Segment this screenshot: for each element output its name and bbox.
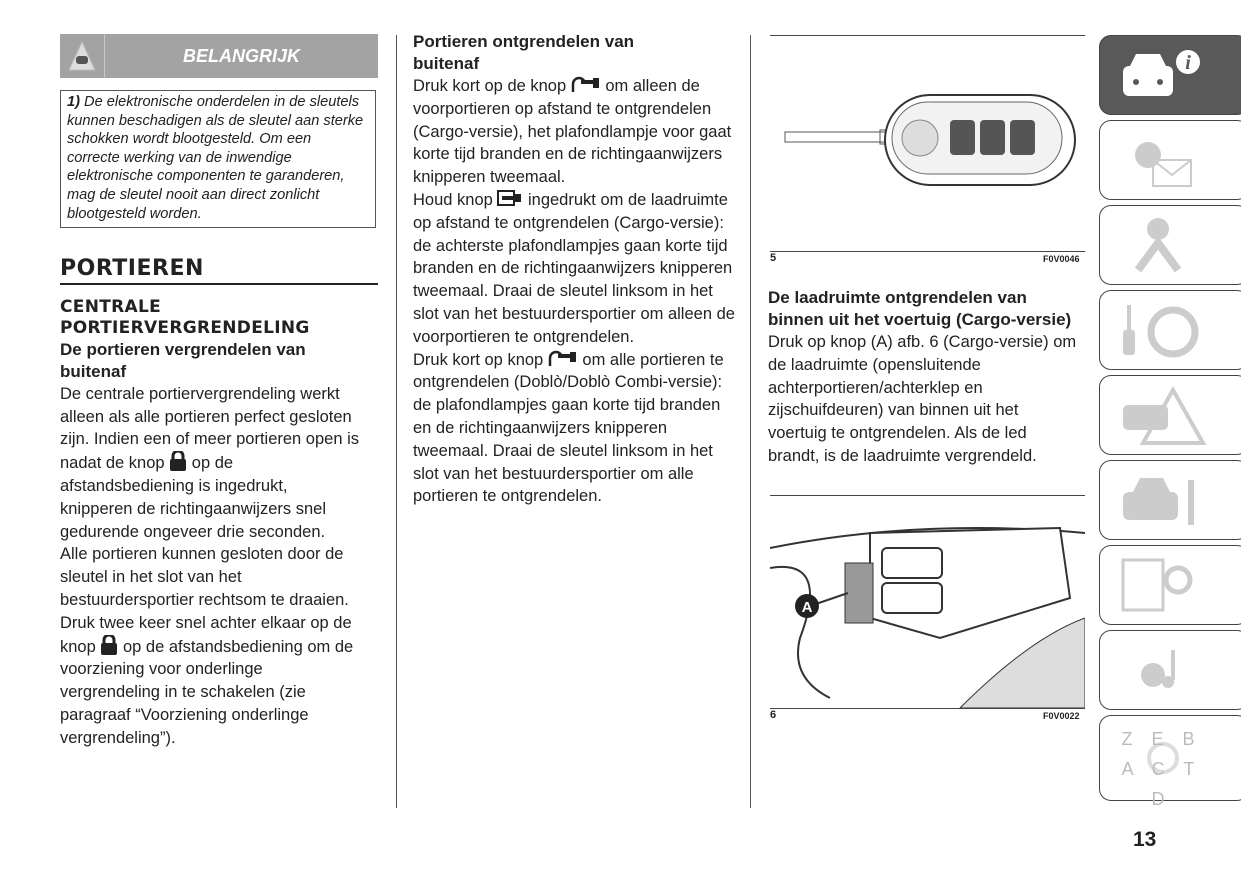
document-gear-icon: [1118, 555, 1208, 615]
tab-car-info[interactable]: [1099, 35, 1241, 115]
heading-lock-outside: De portieren vergrendelen van buitenaf: [60, 339, 306, 381]
figure-rule: [770, 495, 1085, 496]
light-message-icon: [1118, 130, 1208, 190]
figure-number: 5: [770, 252, 777, 264]
paragraph: De centrale portiervergrendeling werkt alleen als alle portieren perfect gesloten zijn. Indien een of meer portieren open is nadat de knop op de afstandsbediening is ingedrukt, knipperen de richtingaanwijzers snel gedurende ongeveer drie seconden.: [60, 384, 360, 541]
column-divider: [396, 35, 397, 808]
heading-unlock-outside: Portieren ontgrendelen van buitenaf: [413, 32, 635, 73]
column-3: [768, 287, 1078, 468]
column-2: [413, 31, 735, 508]
index-letters: Z E B A C T D: [1121, 729, 1195, 809]
tab-lights-messages[interactable]: [1099, 120, 1241, 200]
lock-button-icon: [100, 635, 118, 655]
note-text: De elektronische onderdelen in de sleutels kunnen beschadigen als de sleutel aan sterke schokken wordt blootgesteld. Om een correcte werking van de inwendige elektronische componenten te garanderen, mag de sleutel nooit aan direct zonlicht blootgesteld worden.: [67, 94, 364, 222]
cargo-unlock-button-icon: [497, 190, 523, 208]
lock-button-icon: [169, 451, 187, 471]
car-wrench-icon: [1118, 470, 1208, 530]
airbag-icon: [1118, 215, 1208, 275]
figure-rule: [770, 35, 1085, 36]
column-divider: [750, 35, 751, 808]
svg-text:i: i: [1185, 51, 1191, 74]
key-fob-figure: [780, 90, 1085, 190]
figure-code: F0V0046: [1043, 254, 1080, 264]
figure-rule: [770, 708, 1085, 709]
note-number: 1): [67, 94, 80, 110]
figure-code: F0V0022: [1043, 711, 1080, 721]
paragraph: Druk twee keer snel achter elkaar op de knop op de afstandsbediening om de voorziening voor onderlinge vergrendeling in te schakelen (zie paragraaf “Voorziening onderlinge vergrendeling”).: [60, 613, 354, 747]
key-steering-wheel-icon: [1118, 300, 1208, 360]
tab-index[interactable]: [1099, 715, 1241, 809]
tab-starting-driving[interactable]: [1099, 290, 1241, 370]
figure-rule: [770, 251, 1085, 252]
unlock-button-icon: [571, 76, 601, 94]
heading-cargo-unlock: De laadruimte ontgrendelen van binnen uit het voertuig (Cargo-versie): [768, 288, 1072, 329]
multimedia-icon: [1118, 640, 1208, 700]
tab-safety[interactable]: [1099, 205, 1241, 285]
tab-emergency[interactable]: [1099, 375, 1241, 455]
paragraph: Druk op knop (A) afb. 6 (Cargo-versie) om de laadruimte (opensluitende achterportieren/achterklep en zijschuifdeuren) van binnen uit het voertuig te ontgrendelen. Als de led brandt, is de laadruimte vergrendeld.: [768, 333, 1077, 465]
important-title: BELANGRIJK: [182, 45, 300, 66]
tab-maintenance[interactable]: [1099, 460, 1241, 540]
column-1: [60, 258, 378, 750]
paragraph: Houd knop ingedrukt om de laadruimte op afstand te ontgrendelen (Cargo-versie): de achterste plafondlampjes gaan korte tijd branden en de richtingaanwijzers knipperen tweemaal. Draai de sleutel linksom in het slot van het bestuurdersportier om alleen de voorportieren te ontgrendelen.: [413, 190, 735, 346]
subsection-title: CENTRALE PORTIERVERGRENDELING: [60, 296, 310, 338]
paragraph: Druk kort op knop om alle portieren te ontgrendelen (Doblò/Doblò Combi-versie): de plafondlampjes gaan korte tijd branden en de richtingaanwijzers knipperen tweemaal. Draai de sleutel linksom in het slot van het bestuurdersportier om alle portieren te ontgrendelen.: [413, 350, 724, 506]
warning-triangle-icon: [60, 34, 105, 78]
paragraph: Alle portieren kunnen gesloten door de sleutel in het slot van het bestuurdersportier rechtsom te draaien.: [60, 545, 349, 609]
figure-label-a: A: [801, 599, 813, 616]
paragraph: Druk kort op de knop om alleen de voorportieren op afstand te ontgrendelen (Cargo-versie), het plafondlampje voor gaat korte tijd branden en de richtingaanwijzers knipperen tweemaal.: [413, 77, 732, 187]
tab-multimedia[interactable]: [1099, 630, 1241, 710]
unlock-button-icon: [548, 350, 578, 368]
car-info-icon: [1118, 48, 1208, 103]
section-title: PORTIEREN: [60, 258, 378, 285]
emergency-icon: [1118, 385, 1208, 445]
page-number: 13: [1133, 828, 1157, 851]
important-banner: [60, 34, 378, 78]
tab-technical-data[interactable]: [1099, 545, 1241, 625]
figure-number: 6: [770, 709, 777, 721]
important-note: [60, 90, 376, 228]
door-panel-figure: [770, 518, 1085, 708]
